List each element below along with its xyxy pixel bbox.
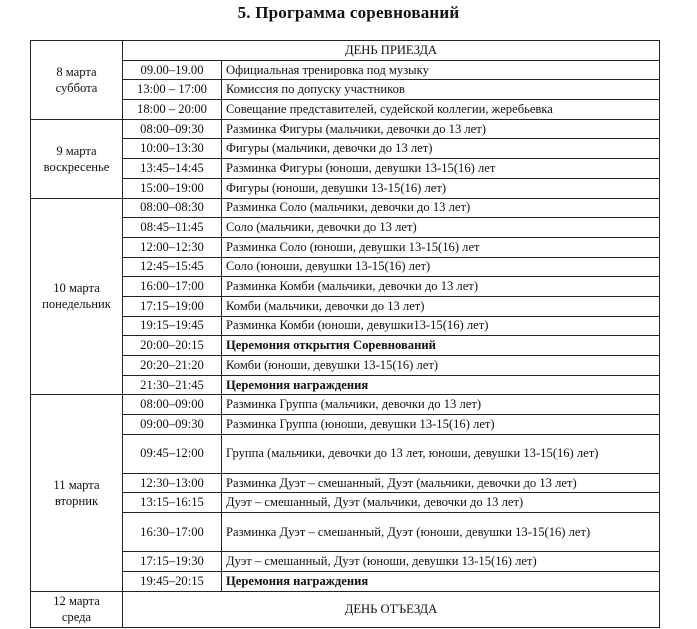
event-cell: Разминка Группа (мальчики, девочки до 13 лет) [222, 395, 660, 415]
time-cell: 15:00–19:00 [123, 178, 222, 198]
table-row [31, 159, 660, 179]
table-row [31, 316, 660, 336]
time-cell: 19:15–19:45 [123, 316, 222, 336]
table-row [31, 591, 660, 627]
event-cell: Разминка Фигуры (мальчики, девочки до 13 лет) [222, 119, 660, 139]
day-cell [31, 395, 123, 591]
table-row [31, 257, 660, 277]
time-cell: 20:00–20:15 [123, 336, 222, 356]
day-date: 9 марта [56, 143, 97, 158]
time-cell: 08:45–11:45 [123, 218, 222, 238]
event-cell: Совещание представителей, судейской коллегии, жеребьевка [222, 100, 660, 120]
day-banner: ДЕНЬ ПРИЕЗДА [123, 41, 660, 61]
event-cell: Группа (мальчики, девочки до 13 лет, юноши, девушки 13-15(16) лет) [222, 434, 660, 473]
ceremony-event-cell: Церемония награждения [222, 375, 660, 395]
day-date: 8 марта [56, 64, 97, 79]
table-row [31, 119, 660, 139]
time-cell: 16:00–17:00 [123, 277, 222, 297]
time-cell: 08:00–08:30 [123, 198, 222, 218]
table-row [31, 356, 660, 376]
time-cell: 10:00–13:30 [123, 139, 222, 159]
day-weekday: суббота [55, 80, 98, 95]
time-cell: 20:20–21:20 [123, 356, 222, 376]
event-cell: Разминка Фигуры (юноши, девушки 13-15(16) лет [222, 159, 660, 179]
event-cell: Соло (мальчики, девочки до 13 лет) [222, 218, 660, 238]
schedule-table [30, 40, 660, 628]
event-cell: Дуэт – смешанный, Дуэт (юноши, девушки 13-15(16) лет) [222, 552, 660, 572]
day-banner: ДЕНЬ ОТЪЕЗДА [123, 591, 660, 627]
day-cell [31, 41, 123, 120]
day-date: 10 марта [53, 281, 100, 296]
day-weekday: воскресенье [43, 159, 110, 174]
table-row [31, 139, 660, 159]
event-cell: Комби (мальчики, девочки до 13 лет) [222, 296, 660, 316]
time-cell: 08:00–09:00 [123, 395, 222, 415]
time-cell: 12:30–13:00 [123, 473, 222, 493]
day-weekday: среда [61, 610, 92, 624]
day-weekday: вторник [54, 493, 99, 508]
table-row [31, 493, 660, 513]
day-cell [31, 119, 123, 198]
event-cell: Соло (юноши, девушки 13-15(16) лет) [222, 257, 660, 277]
time-cell: 21:30–21:45 [123, 375, 222, 395]
table-row [31, 473, 660, 493]
table-row [31, 60, 660, 80]
time-cell: 08:00–09:30 [123, 119, 222, 139]
event-cell: Фигуры (юноши, девушки 13-15(16) лет) [222, 178, 660, 198]
table-row [31, 178, 660, 198]
event-cell: Разминка Соло (юноши, девушки 13-15(16) лет [222, 237, 660, 257]
time-cell: 12:45–15:45 [123, 257, 222, 277]
day-date: 11 марта [53, 477, 100, 492]
time-cell: 16:30–17:00 [123, 513, 222, 552]
page-title: 5. Программа соревнований [237, 3, 460, 22]
time-cell: 13:45–14:45 [123, 159, 222, 179]
table-row [31, 218, 660, 238]
table-row [31, 336, 660, 356]
event-cell: Разминка Группа (юноши, девушки 13-15(16) лет) [222, 415, 660, 435]
time-cell: 12:00–12:30 [123, 237, 222, 257]
time-cell: 13:15–16:15 [123, 493, 222, 513]
table-row [31, 80, 660, 100]
table-row [31, 415, 660, 435]
time-cell: 17:15–19:00 [123, 296, 222, 316]
time-cell: 09.00–19.00 [123, 60, 222, 80]
event-cell: Разминка Дуэт – смешанный, Дуэт (юноши, девушки 13-15(16) лет) [222, 513, 660, 552]
table-row [31, 296, 660, 316]
event-cell: Разминка Дуэт – смешанный, Дуэт (мальчики, девочки до 13 лет) [222, 473, 660, 493]
table-row [31, 552, 660, 572]
event-cell: Дуэт – смешанный, Дуэт (мальчики, девочки до 13 лет) [222, 493, 660, 513]
table-row [31, 277, 660, 297]
event-cell: Разминка Комби (юноши, девушки13-15(16) лет) [222, 316, 660, 336]
table-row [31, 198, 660, 218]
day-weekday: понедельник [42, 297, 111, 312]
event-cell: Разминка Комби (мальчики, девочки до 13 лет) [222, 277, 660, 297]
time-cell: 17:15–19:30 [123, 552, 222, 572]
time-cell: 09:00–09:30 [123, 415, 222, 435]
time-cell: 19:45–20:15 [123, 571, 222, 591]
day-date: 12 марта [53, 594, 100, 608]
time-cell: 09:45–12:00 [123, 434, 222, 473]
ceremony-event-cell: Церемония открытия Соревнований [222, 336, 660, 356]
event-cell: Комби (юноши, девушки 13-15(16) лет) [222, 356, 660, 376]
table-row [31, 237, 660, 257]
time-cell: 18:00 – 20:00 [123, 100, 222, 120]
table-row [31, 100, 660, 120]
ceremony-event-cell: Церемония награждения [222, 571, 660, 591]
event-cell: Комиссия по допуску участников [222, 80, 660, 100]
table-row [31, 434, 660, 473]
day-cell [31, 198, 123, 395]
event-cell: Разминка Соло (мальчики, девочки до 13 лет) [222, 198, 660, 218]
table-row [31, 513, 660, 552]
time-cell: 13:00 – 17:00 [123, 80, 222, 100]
table-row [31, 571, 660, 591]
event-cell: Фигуры (мальчики, девочки до 13 лет) [222, 139, 660, 159]
table-row [31, 395, 660, 415]
table-row [31, 41, 660, 61]
day-cell [31, 591, 123, 627]
table-row [31, 375, 660, 395]
event-cell: Официальная тренировка под музыку [222, 60, 660, 80]
